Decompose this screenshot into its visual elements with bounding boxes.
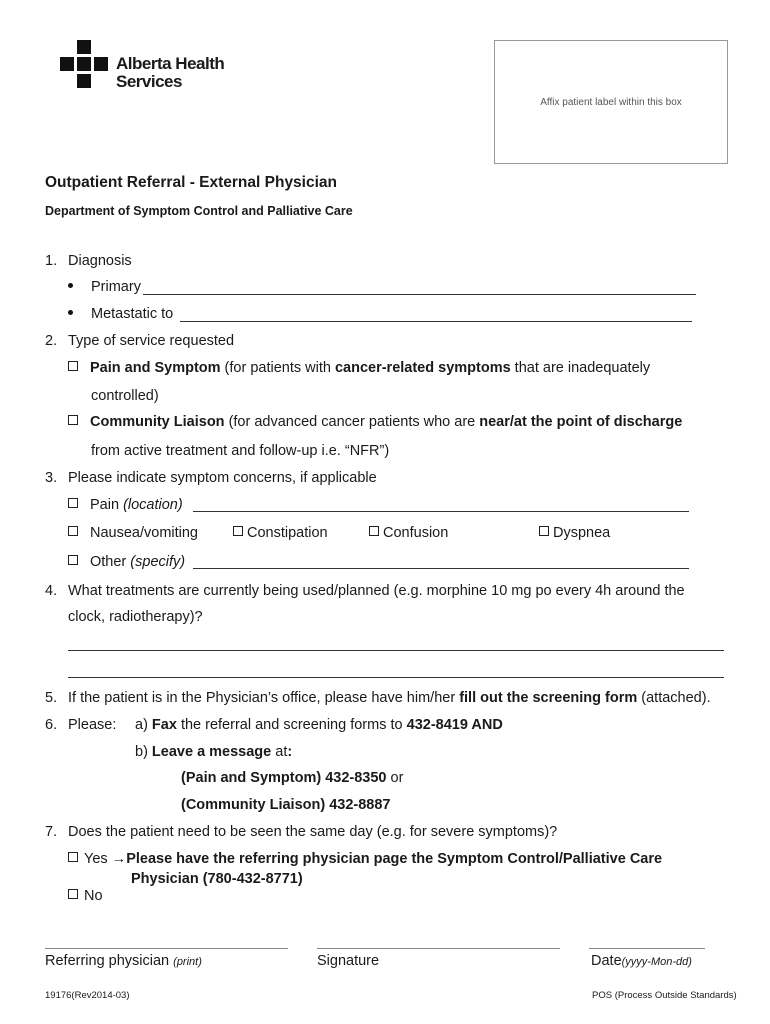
q4-answer-line1[interactable] — [68, 650, 724, 651]
yes-label: Yes → — [84, 851, 127, 867]
pain-symptom-desc-end: that are inadequately — [510, 360, 651, 376]
q6-a-prefix: a) — [135, 717, 152, 733]
q6-fax-bold: Fax — [151, 717, 177, 733]
q1-primary-row — [68, 279, 141, 295]
q6-colon: : — [287, 744, 293, 760]
confusion-checkbox[interactable] — [369, 526, 379, 536]
date-label — [591, 953, 692, 969]
q5-text — [68, 690, 711, 706]
q6-a-mid: the referral and screening forms to — [176, 717, 407, 733]
date-field[interactable] — [589, 948, 705, 949]
q5-text-b: (attached). — [637, 690, 711, 706]
community-liaison-checkbox[interactable] — [68, 415, 78, 425]
community-liaison-desc-line2: from active treatment and follow-up i.e. “NFR”) — [91, 443, 390, 459]
no-label: No — [84, 888, 103, 904]
no-checkbox[interactable] — [68, 889, 78, 899]
community-liaison-desc-bold: near/at the point of discharge — [479, 414, 683, 430]
constipation-checkbox[interactable] — [233, 526, 243, 536]
q3-nausea[interactable] — [68, 525, 198, 541]
date-format-hint: (yyyy-Mon-dd) — [621, 956, 692, 968]
q3-constipation[interactable] — [233, 525, 328, 541]
other-specify-field[interactable] — [193, 568, 689, 569]
other-checkbox[interactable] — [68, 555, 78, 565]
q3-confusion[interactable] — [369, 525, 448, 541]
q6-number: 6. — [45, 717, 58, 733]
q6-liaison-phone — [181, 797, 391, 813]
q5-number: 5. — [45, 690, 58, 706]
page-title: Outpatient Referral - External Physician — [45, 174, 338, 191]
bullet-icon — [68, 310, 73, 315]
q6-fax-number: 432-8419 AND — [406, 717, 503, 733]
q3-dyspnea[interactable] — [539, 525, 610, 541]
q6-b-prefix: b) — [135, 744, 152, 760]
other-specify-hint: (specify) — [130, 554, 186, 570]
dyspnea-checkbox[interactable] — [539, 526, 549, 536]
q7-yes-line2 — [131, 871, 303, 887]
referring-physician-label — [45, 953, 202, 969]
pain-symptom-desc-bold: cancer-related symptoms — [334, 360, 511, 376]
logo-text-line2: Services — [116, 72, 182, 91]
q6-or: or — [386, 770, 404, 786]
q3-other-row[interactable] — [68, 554, 185, 570]
dyspnea-label: Dyspnea — [553, 525, 611, 541]
q2-option-community-liaison[interactable] — [68, 414, 682, 430]
q6-please: Please: — [68, 717, 117, 733]
pain-location-hint: (location) — [123, 497, 183, 513]
q7-yes-row[interactable] — [68, 851, 662, 867]
palliative-physician-phone: Physician (780-432-8771) — [131, 871, 303, 887]
q1-metastatic-field[interactable] — [180, 321, 692, 322]
page-subtitle: Department of Symptom Control and Palliative Care — [45, 204, 353, 218]
referring-physician-field[interactable] — [45, 948, 288, 949]
q4-text-line1: What treatments are currently being used/planned (e.g. morphine 10 mg po every 4h around the — [68, 583, 685, 599]
q7-no-row[interactable] — [68, 888, 103, 904]
q4-number: 4. — [45, 583, 58, 599]
pain-label: Pain — [90, 497, 124, 513]
nausea-checkbox[interactable] — [68, 526, 78, 536]
pain-symptom-phone: (Pain and Symptom) 432-8350 — [181, 770, 387, 786]
confusion-label: Confusion — [383, 525, 449, 541]
q1-number: 1. — [45, 253, 58, 269]
q1-primary-label: Primary — [91, 279, 141, 295]
q7-number: 7. — [45, 824, 58, 840]
community-liaison-phone: (Community Liaison) 432-8887 — [181, 797, 391, 813]
ahs-cross-icon — [60, 40, 110, 90]
pain-symptom-desc: (for patients with — [220, 360, 335, 376]
ref-print-hint: (print) — [173, 956, 202, 968]
label-box-text: Affix patient label within this box — [540, 97, 682, 108]
nausea-label: Nausea/vomiting — [90, 525, 198, 541]
pain-checkbox[interactable] — [68, 498, 78, 508]
signature-label: Signature — [317, 953, 380, 969]
q1-primary-field[interactable] — [143, 294, 696, 295]
q6-leave-message: Leave a message — [151, 744, 272, 760]
other-label: Other — [90, 554, 131, 570]
q1-text: Diagnosis — [68, 253, 132, 269]
pain-location-field[interactable] — [193, 511, 689, 512]
ref-label-text: Referring physician — [45, 953, 174, 969]
q1-metastatic-row — [68, 306, 173, 322]
q1-metastatic-label: Metastatic to — [91, 306, 174, 322]
yes-checkbox[interactable] — [68, 852, 78, 862]
q4-text-line2: clock, radiotherapy)? — [68, 609, 203, 625]
q5-text-a: If the patient is in the Physician’s office, please have him/her — [68, 690, 460, 706]
bullet-icon — [68, 283, 73, 288]
footer-form-number: 19176(Rev2014-03) — [45, 990, 130, 1001]
footer-pos: POS (Process Outside Standards) — [592, 990, 737, 1001]
logo-text-line1: Alberta Health — [116, 54, 225, 73]
signature-field[interactable] — [317, 948, 560, 949]
constipation-label: Constipation — [247, 525, 328, 541]
q6-pain-phone — [181, 770, 403, 786]
patient-label-box — [494, 40, 728, 164]
pain-symptom-label: Pain and Symptom — [90, 360, 221, 376]
community-liaison-label: Community Liaison — [90, 414, 225, 430]
pain-symptom-checkbox[interactable] — [68, 361, 78, 371]
q6-at: at — [271, 744, 288, 760]
q5-text-bold: fill out the screening form — [459, 690, 638, 706]
q7-text: Does the patient need to be seen the same day (e.g. for severe symptoms)? — [68, 824, 558, 840]
q3-number: 3. — [45, 470, 58, 486]
yes-instruction: Please have the referring physician page the Symptom Control/Palliative Care — [126, 851, 663, 867]
q3-pain-row[interactable] — [68, 497, 183, 513]
q6-b-line — [135, 744, 292, 760]
date-label-text: Date — [591, 953, 622, 969]
q3-text: Please indicate symptom concerns, if applicable — [68, 470, 377, 486]
community-liaison-desc: (for advanced cancer patients who are — [224, 414, 480, 430]
q2-number: 2. — [45, 333, 58, 349]
q4-answer-line2[interactable] — [68, 677, 724, 678]
pain-symptom-desc-line2: controlled) — [91, 388, 159, 404]
q2-option-pain-symptom[interactable] — [68, 360, 650, 376]
q6-a-line — [135, 717, 503, 733]
q2-text: Type of service requested — [68, 333, 235, 349]
ahs-logo — [60, 40, 230, 92]
